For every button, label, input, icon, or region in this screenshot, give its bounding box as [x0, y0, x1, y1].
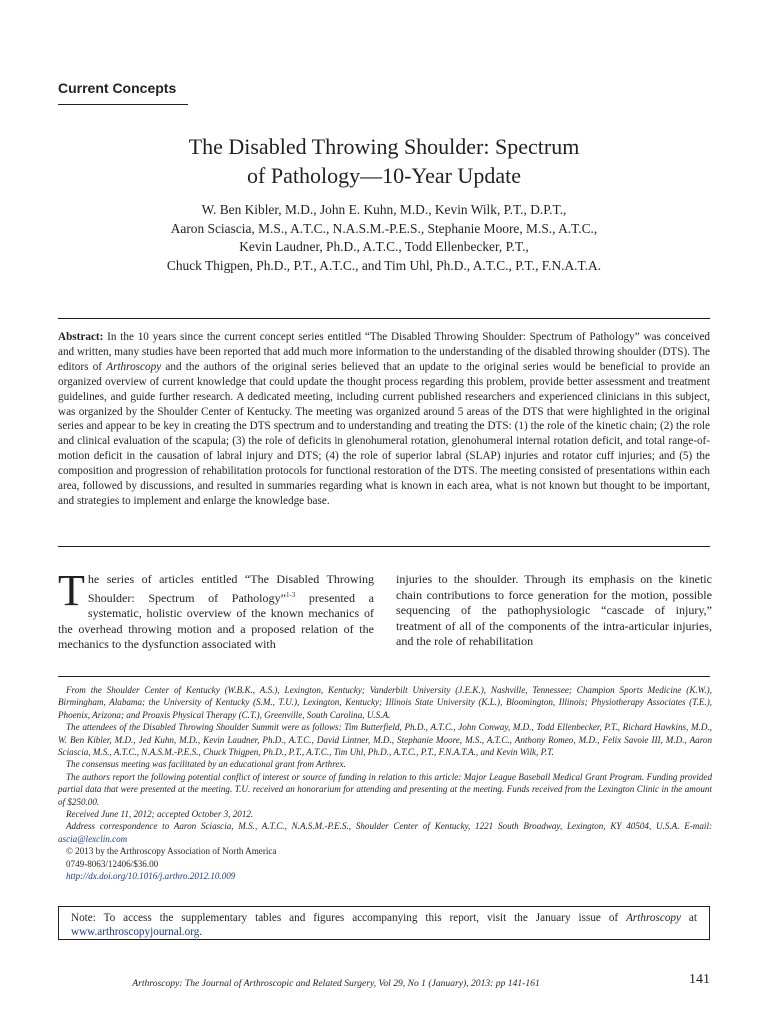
- body-text: injuries to the shoulder. Through its emphasis on the kinetic chain contributions to force generation for the motion, possible sequencing of the pathophysiologic “cascade of injury,” treatment of all of the components of the intra-articular injuries, and the role of rehabilitation: [396, 572, 712, 649]
- journal-citation: Arthroscopy: The Journal of Arthroscopic and Related Surgery, Vol 29, No 1 (January), 2013: pp 141-161: [132, 978, 540, 989]
- note-end: .: [199, 925, 203, 938]
- journal-website-link[interactable]: www.arthroscopyjournal.org: [71, 925, 200, 938]
- abstract-text: In the 10 years since the current concept series entitled “The Disabled Throwing Shoulder: Spectrum of Pathology” was conceived and written, many studies have been reported that add much more information to the understanding of the disabled throwing shoulder (DTS). The editors of: [58, 331, 710, 373]
- footnotes: [58, 684, 712, 883]
- footnote-affiliations: From the Shoulder Center of Kentucky (W.B.K., A.S.), Lexington, Kentucky; Vanderbilt University (J.E.K.), Nashville, Tennessee; Champion Sports Medicine (K.W.), Birmingham, Alabama; the University of Kentucky (S.M., T.U.), Lexington, Kentucky; Illinois State University (K.L.), Bloomington, Illinois; Physiotherapy Associates (T.E.), Phoenix, Arizona; and Proaxis Physical Therapy (C.T.), Greenville, South Carolina, U.S.A.: [58, 685, 712, 720]
- body-column-right: [396, 572, 712, 650]
- abstract-top-rule: [58, 318, 710, 319]
- article-title: [58, 132, 710, 190]
- supplementary-note: [58, 906, 710, 940]
- footnote-received: Received June 11, 2012; accepted October 3, 2012.: [66, 809, 254, 820]
- drop-cap: T: [58, 566, 85, 615]
- body-column-left: [58, 566, 375, 653]
- footnote-copyright: © 2013 by the Arthroscopy Association of North America: [66, 846, 277, 857]
- abstract: [58, 330, 710, 509]
- footnote-code: 0749-8063/12406/$36.00: [66, 858, 159, 869]
- footnote-conflict: The authors report the following potential conflict of interest or source of funding in relation to this article: Major League Baseball Medical Grant Program. Funding provided partial data that were presented at the meeting. T.U. received an honorarium for attending and presenting at the meeting. Funds received from the Lexington Clinic in the amount of $250.00.: [58, 771, 712, 807]
- doi-link[interactable]: http://dx.doi.org/10.1016/j.arthro.2012.10.009: [66, 871, 236, 882]
- note-text: Note: To access the supplementary tables and figures accompanying this report, visit the January issue of: [71, 912, 627, 924]
- email-label: E-mail:: [684, 821, 712, 832]
- author-line: W. Ben Kibler, M.D., John E. Kuhn, M.D., Kevin Wilk, P.T., D.P.T.,: [201, 202, 567, 217]
- email-link[interactable]: ascia@lexclin.com: [58, 833, 128, 844]
- title-line-2: of Pathology—10-Year Update: [247, 163, 521, 188]
- abstract-bottom-rule: [58, 546, 710, 547]
- author-line: Kevin Laudner, Ph.D., A.T.C., Todd Ellenbecker, P.T.,: [239, 239, 529, 254]
- footnote-attendees: The attendees of the Disabled Throwing Shoulder Summit were as follows: Tim Butterfield, Ph.D., A.T.C., John Conway, M.D., Todd Ellenbecker, P.T., Richard Hawkins, M.D., W. Ben Kibler, M.D., Jed Kuhn, M.D., Kevin Laudner, Ph.D., A.T.C., David Lintner, M.D., Stephanie Moore, M.S., A.T.C., Anthony Romeo, M.D., Felix Savoie III, M.D., Aaron Sciascia, M.S., A.T.C., N.A.S.M.-P.E.S., Chuck Thigpen, Ph.D., P.T., A.T.C., Tim Uhl, Ph.D., A.T.C., P.T., F.N.A.T.A., and Kevin Wilk, P.T.: [58, 722, 712, 758]
- title-line-1: The Disabled Throwing Shoulder: Spectrum: [188, 134, 580, 159]
- reference-superscript[interactable]: 1-3: [285, 590, 296, 599]
- footnote-address: [58, 820, 712, 845]
- author-list: [58, 201, 710, 275]
- body-text: he series of articles entitled “The Disabled Throwing Shoulder: Spectrum of Pathology”: [87, 572, 374, 605]
- page-number: 141: [689, 972, 710, 987]
- footnote-rule: [58, 676, 710, 677]
- section-rule: [58, 104, 188, 105]
- footnote-doi: [58, 870, 712, 882]
- body-text: presented a systematic, holistic overview of the known mechanics of the overhead throwing motion and a proposed relation of the mechanics to the dysfunction associated with: [58, 590, 375, 652]
- abstract-text: and the authors of the original series believed that an update to the original series would be beneficial to provide an organized overview of current knowledge that could update the thought process regarding this problem, provide better assessment and treatment guidelines, and guide further research. A dedicated meeting, including current published researchers and experienced clinicians in this subject, was organized by the Shoulder Center of Kentucky. The meeting was organized around 5 areas of the DTS that were highlighted in the original series and appear to be key in creating the DTS spectrum and to understanding and treating the DTS: (1) the role of the kinetic chain; (2) the role and clinical evaluation of the scapula; (3) the role of deficits in glenohumeral rotation, glenohumeral internal rotation deficit, and total range-of-motion deficit in the causation of labral injury and DTS; (4) the role of superior labral (SLAP) injuries and rotator cuff injuries; and (5) the composition and progression of rehabilitation protocols for functional restoration of the DTS. The meeting consisted of presentations within each area, followed by discussions, and resulted in summaries regarding what is known in each area, what is not known but thought to be important, and strategies to implement and enlarge the knowledge base.: [58, 360, 711, 507]
- note-journal-name: Arthroscopy: [626, 912, 681, 924]
- address-text: Address correspondence to Aaron Sciascia, M.S., A.T.C., N.A.S.M.-P.E.S., Shoulder Center of Kentucky, 1221 South Broadway, Lexington, KY 40504, U.S.A.: [66, 821, 680, 832]
- author-line: Aaron Sciascia, M.S., A.T.C., N.A.S.M.-P.E.S., Stephanie Moore, M.S., A.T.C.,: [170, 220, 598, 236]
- note-text: at: [680, 912, 697, 924]
- abstract-label: Abstract:: [58, 331, 104, 343]
- section-label: Current Concepts: [58, 80, 177, 96]
- footnote-grant: The consensus meeting was facilitated by an educational grant from Arthrex.: [66, 759, 346, 770]
- journal-name: Arthroscopy: [106, 360, 162, 373]
- author-line: Chuck Thigpen, Ph.D., P.T., A.T.C., and Tim Uhl, Ph.D., A.T.C., P.T., F.N.A.T.A.: [166, 257, 602, 273]
